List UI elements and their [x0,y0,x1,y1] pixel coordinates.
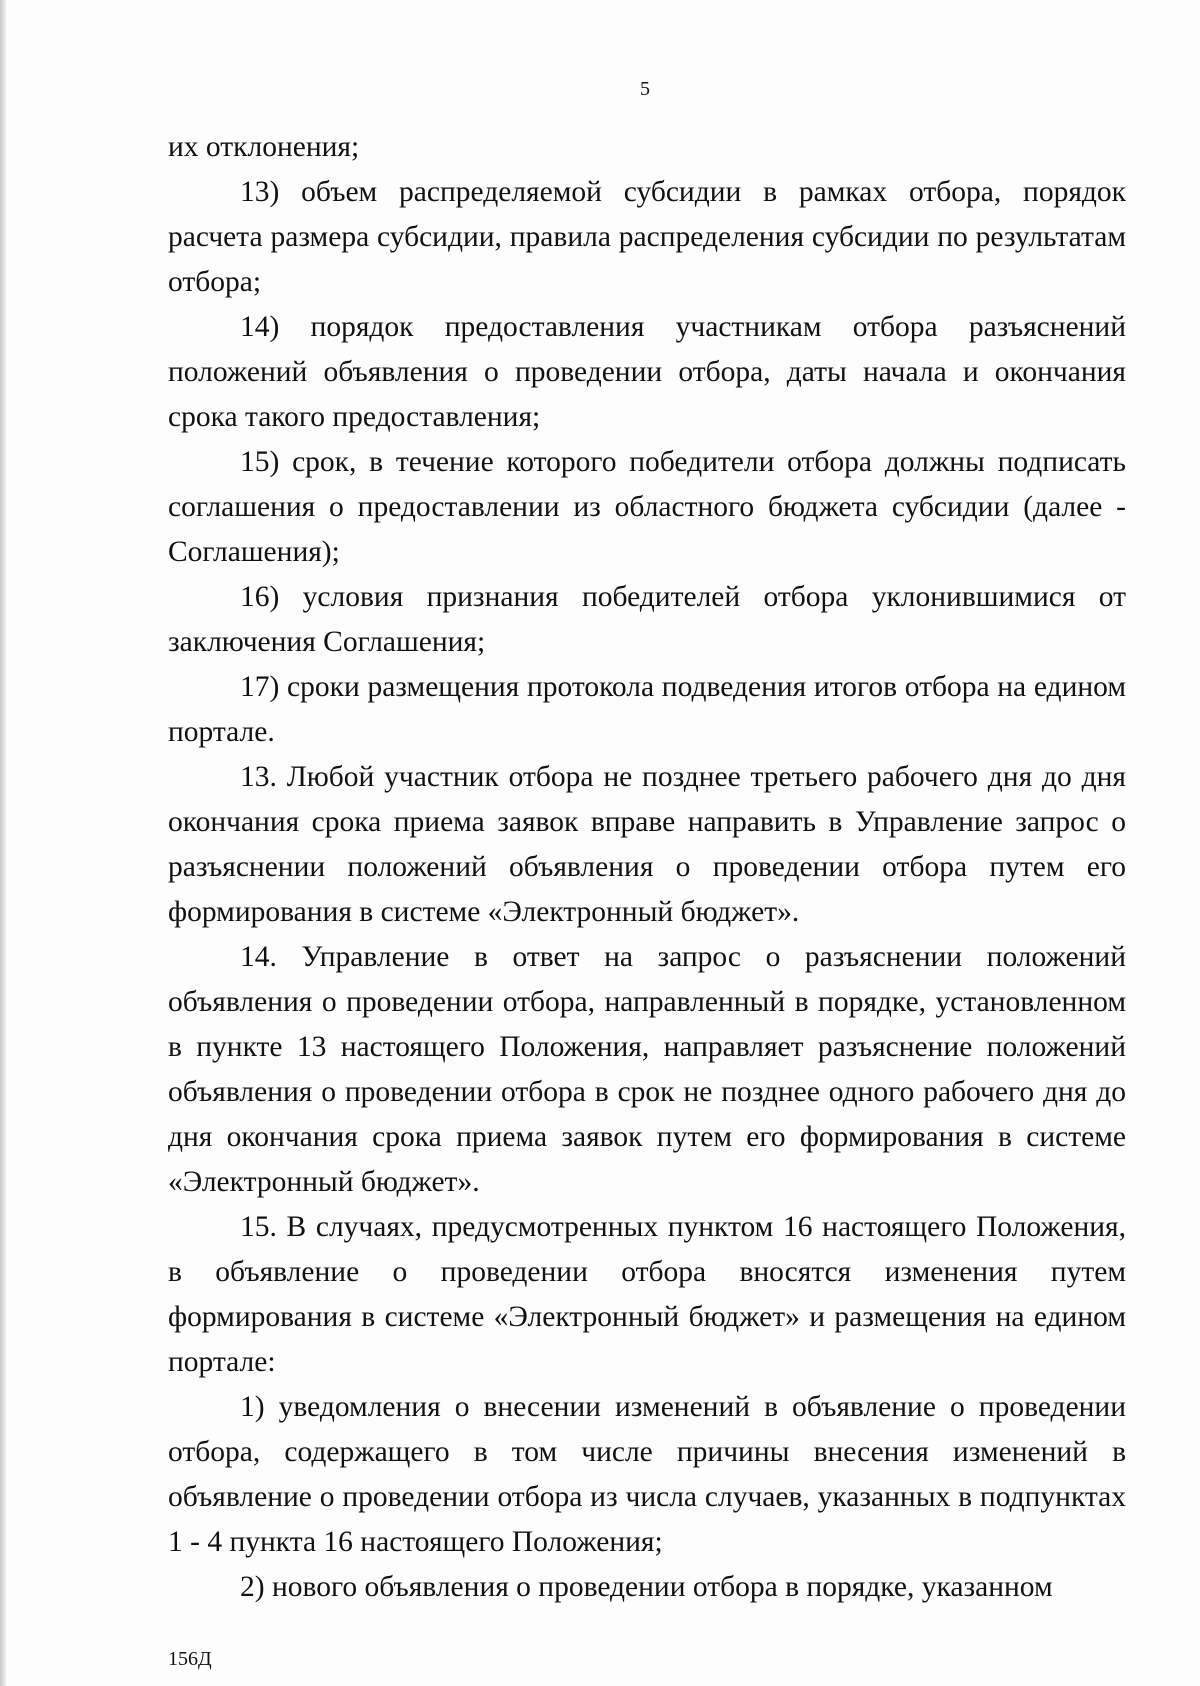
paragraph-clause-13: 13. Любой участник отбора не позднее третьего рабочего дня до дня окончания срока приема заявок вправе направить в Управление запрос о разъяснении положений объявления о проведении отбора путем его формирования в системе «Электронный бюджет». [168,761,1126,928]
paragraph-clause-14: 14. Управление в ответ на запрос о разъяснении положений объявления о проведении отбора, направленный в порядке, установленном в пункте 13 настоящего Положения, направляет разъяснение положений объявления о проведении отбора в срок не позднее одного рабочего дня до дня окончания срока приема заявок путем его формирования в системе «Электронный бюджет». [168,941,1126,1198]
paragraph-clause-15: 15. В случаях, предусмотренных пунктом 16 настоящего Положения, в объявление о проведении отбора вносятся изменения путем формирования в системе «Электронный бюджет» и размещения на едином портале: [168,1211,1126,1378]
paragraph-continuation: их отклонения; [168,131,360,163]
paragraph-item-16: 16) условия признания победителей отбора уклонившимися от заключения Соглашения; [168,581,1126,658]
document-body [168,125,1126,1610]
page-number: 5 [640,78,650,100]
paragraph-item-14: 14) порядок предоставления участникам отбора разъяснений положений объявления о проведении отбора, даты начала и окончания срока такого предоставления; [168,311,1126,433]
paragraph-item-17: 17) сроки размещения протокола подведения итогов отбора на едином портале. [168,671,1126,748]
paragraph-item-13: 13) объем распределяемой субсидии в рамках отбора, порядок расчета размера субсидии, правила распределения субсидии по результатам отбора; [168,176,1126,298]
paragraph-subitem-1: 1) уведомления о внесении изменений в объявление о проведении отбора, содержащего в том числе причины внесения изменений в объявление о проведении отбора из числа случаев, указанных в подпунктах 1 - 4 пункта 16 настоящего Положения; [168,1391,1126,1558]
paragraph-item-15: 15) срок, в течение которого победители отбора должны подписать соглашения о предоставлении из областного бюджета субсидии (далее - Соглашения); [168,446,1126,568]
paragraph-subitem-2: 2) нового объявления о проведении отбора в порядке, указанном [240,1571,1053,1603]
footer-code: 156Д [168,1648,212,1670]
scan-edge [0,0,6,1686]
